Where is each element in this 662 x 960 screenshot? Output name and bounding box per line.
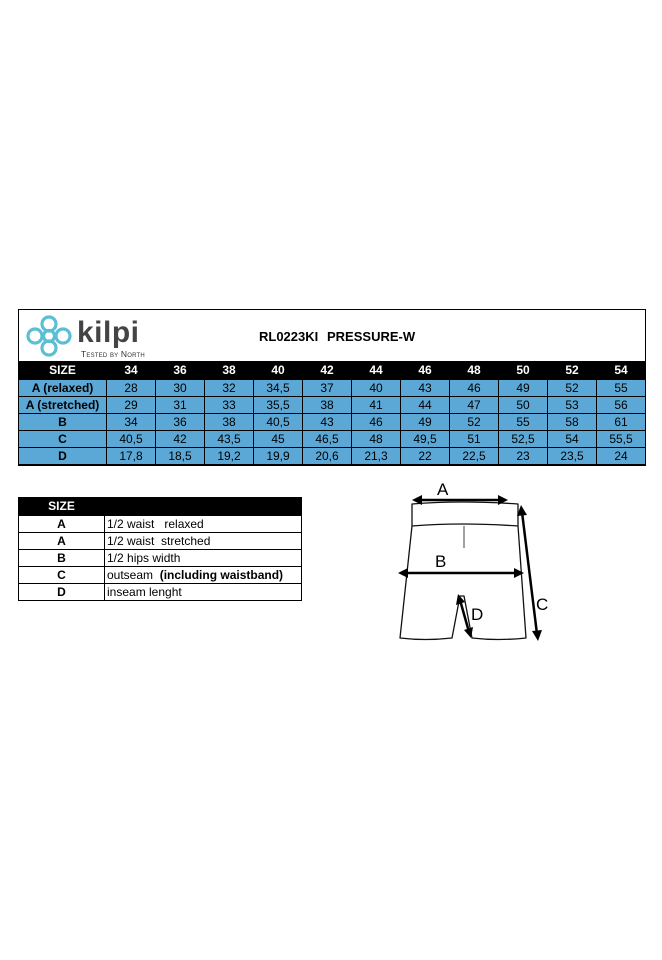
- legend-description-text: 1/2 waist stretched: [107, 533, 211, 548]
- size-value-cell: 38: [303, 397, 352, 414]
- size-value-cell: 56: [597, 397, 646, 414]
- size-chart: [18, 309, 646, 466]
- size-value-cell: 45: [254, 431, 303, 448]
- size-value-cell: 52,5: [499, 431, 548, 448]
- size-table-row: [19, 448, 646, 465]
- size-value-cell: 52: [450, 414, 499, 431]
- legend-body: [19, 516, 302, 601]
- size-value-cell: 42: [156, 431, 205, 448]
- legend-description-text: inseam lenght: [107, 584, 182, 599]
- size-header-cell: 48: [450, 362, 499, 380]
- size-value-cell: 36: [156, 414, 205, 431]
- brand-logo: [25, 314, 165, 358]
- label-d: D: [471, 605, 484, 624]
- legend-description-text: outseam: [107, 567, 160, 582]
- legend-description-text: 1/2 waist relaxed: [107, 516, 204, 531]
- legend-description: [105, 567, 302, 584]
- legend-description: [105, 516, 302, 533]
- size-table-row: [19, 397, 646, 414]
- size-value-cell: 35,5: [254, 397, 303, 414]
- product-code: RL0223KI: [259, 329, 319, 344]
- size-value-cell: 48: [352, 431, 401, 448]
- size-value-cell: 55: [597, 380, 646, 397]
- size-header-label: SIZE: [19, 362, 107, 380]
- size-value-cell: 55,5: [597, 431, 646, 448]
- size-value-cell: 21,3: [352, 448, 401, 465]
- size-value-cell: 49,5: [401, 431, 450, 448]
- brand-tagline: Tested by North: [81, 349, 145, 359]
- legend-key: C: [19, 567, 105, 584]
- size-value-cell: 58: [548, 414, 597, 431]
- row-label: A (stretched): [19, 397, 107, 414]
- size-value-cell: 28: [107, 380, 156, 397]
- size-value-cell: 49: [499, 380, 548, 397]
- size-value-cell: 40,5: [107, 431, 156, 448]
- size-value-cell: 55: [499, 414, 548, 431]
- product-name: PRESSURE-W: [327, 329, 416, 344]
- size-header-row: [19, 362, 646, 380]
- size-value-cell: 40,5: [254, 414, 303, 431]
- row-label: B: [19, 414, 107, 431]
- size-table-row: [19, 431, 646, 448]
- legend-key: A: [19, 533, 105, 550]
- size-value-cell: 41: [352, 397, 401, 414]
- legend-description: [105, 550, 302, 567]
- size-value-cell: 53: [548, 397, 597, 414]
- legend-description: [105, 533, 302, 550]
- shorts-outline: [400, 526, 526, 640]
- size-value-cell: 43,5: [205, 431, 254, 448]
- size-table-body: [19, 380, 646, 465]
- size-value-cell: 19,2: [205, 448, 254, 465]
- size-header-cell: 44: [352, 362, 401, 380]
- shorts-measurement-diagram: [390, 478, 570, 650]
- size-value-cell: 24: [597, 448, 646, 465]
- size-table-row: [19, 380, 646, 397]
- size-value-cell: 30: [156, 380, 205, 397]
- size-header-cell: 50: [499, 362, 548, 380]
- size-value-cell: 61: [597, 414, 646, 431]
- row-label: D: [19, 448, 107, 465]
- size-value-cell: 44: [401, 397, 450, 414]
- legend-row: [19, 584, 302, 601]
- size-header-cell: 36: [156, 362, 205, 380]
- size-header-cell: 34: [107, 362, 156, 380]
- legend-key: A: [19, 516, 105, 533]
- size-value-cell: 46,5: [303, 431, 352, 448]
- size-value-cell: 31: [156, 397, 205, 414]
- size-value-cell: 22: [401, 448, 450, 465]
- legend-header-label: SIZE: [19, 498, 105, 516]
- label-c: C: [536, 595, 549, 614]
- size-value-cell: 23,5: [548, 448, 597, 465]
- size-header-cell: 46: [401, 362, 450, 380]
- size-value-cell: 49: [401, 414, 450, 431]
- size-value-cell: 23: [499, 448, 548, 465]
- chart-header: [19, 310, 645, 362]
- row-label: C: [19, 431, 107, 448]
- brand-name: kilpi: [77, 316, 140, 349]
- size-value-cell: 46: [352, 414, 401, 431]
- size-value-cell: 52: [548, 380, 597, 397]
- size-value-cell: 50: [499, 397, 548, 414]
- size-value-cell: 34,5: [254, 380, 303, 397]
- kilpi-knot-icon: [25, 314, 73, 358]
- legend-row: [19, 567, 302, 584]
- size-value-cell: 18,5: [156, 448, 205, 465]
- size-value-cell: 32: [205, 380, 254, 397]
- label-a: A: [437, 480, 449, 499]
- size-table: [18, 361, 646, 465]
- size-value-cell: 34: [107, 414, 156, 431]
- row-label: A (relaxed): [19, 380, 107, 397]
- legend-row: [19, 516, 302, 533]
- measurement-legend: [18, 497, 302, 601]
- legend-description-text: 1/2 hips width: [107, 550, 181, 565]
- size-header-cell: 52: [548, 362, 597, 380]
- size-value-cell: 20,6: [303, 448, 352, 465]
- legend-header-blank: [105, 498, 302, 516]
- legend-description: [105, 584, 302, 601]
- size-header-cell: 38: [205, 362, 254, 380]
- legend-description-emphasis: (including waistband): [159, 567, 284, 582]
- legend-key: D: [19, 584, 105, 601]
- size-value-cell: 46: [450, 380, 499, 397]
- size-value-cell: 19,9: [254, 448, 303, 465]
- legend-row: [19, 533, 302, 550]
- size-value-cell: 38: [205, 414, 254, 431]
- label-b: B: [435, 552, 447, 571]
- size-value-cell: 51: [450, 431, 499, 448]
- legend-key: B: [19, 550, 105, 567]
- size-value-cell: 40: [352, 380, 401, 397]
- size-value-cell: 47: [450, 397, 499, 414]
- size-value-cell: 43: [303, 414, 352, 431]
- size-header-cell: 54: [597, 362, 646, 380]
- size-header-cell: 40: [254, 362, 303, 380]
- size-header-cell: 42: [303, 362, 352, 380]
- size-value-cell: 22,5: [450, 448, 499, 465]
- size-value-cell: 43: [401, 380, 450, 397]
- size-value-cell: 17,8: [107, 448, 156, 465]
- size-value-cell: 37: [303, 380, 352, 397]
- legend-header-row: [19, 498, 302, 516]
- size-value-cell: 33: [205, 397, 254, 414]
- size-value-cell: 29: [107, 397, 156, 414]
- shorts-waistband: [412, 502, 518, 526]
- legend-row: [19, 550, 302, 567]
- size-table-row: [19, 414, 646, 431]
- measure-b-arrow: [398, 568, 524, 578]
- size-value-cell: 54: [548, 431, 597, 448]
